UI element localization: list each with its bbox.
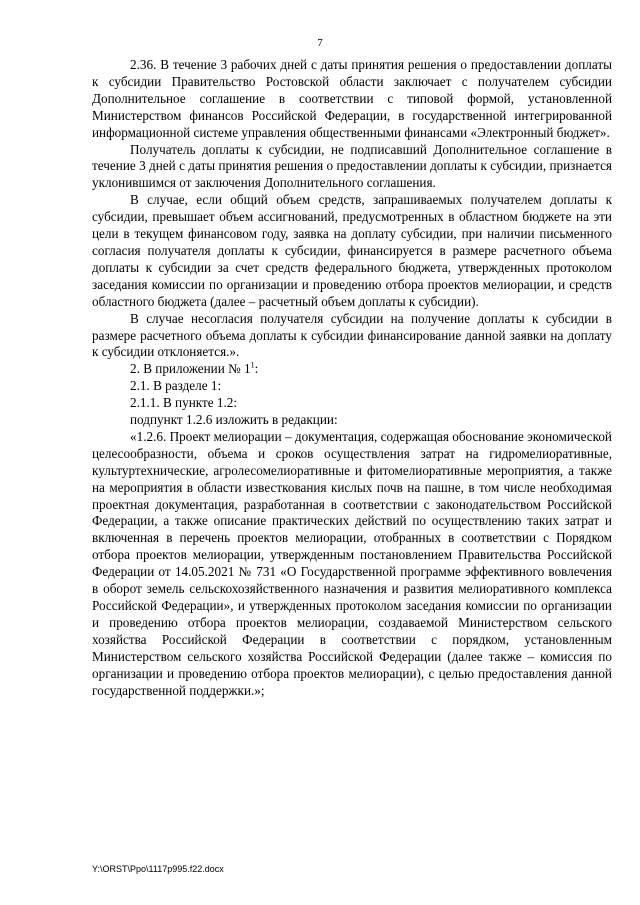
- document-body: [92, 57, 612, 699]
- paragraph-disagreement: В случае несогласия получателя субсидии на получение доплаты к субсидии в размере расчетного объема доплаты к субсидии финансирование данной заявки на доплату к субсидии отклоняется.».: [92, 310, 612, 360]
- appendix-1-text: 2. В приложении № 1: [130, 361, 251, 377]
- paragraph-appendix-1: [92, 361, 612, 378]
- paragraph-subitem-1-2-6: подпункт 1.2.6 изложить в редакции:: [130, 412, 338, 428]
- appendix-1-colon: :: [254, 361, 259, 377]
- page-number: 7: [317, 37, 323, 49]
- paragraph-section-1: 2.1. В разделе 1:: [130, 378, 222, 394]
- paragraph-funding-exceeds: В случае, если общий объем средств, запрашиваемых получателем доплаты к субсидии, превышает объем ассигнований, предусмотренных в областном бюджете на эти цели в текущем финансовом году, заявка на доплату субсидии, при наличии письменного согласия получателя доплаты к субсидии, финансируется в размере расчетного объема доплаты к субсидии за счет средств федерального бюджета, утвержденных протоколом заседания комиссии по организации и проведению отбора проектов мелиорации, и средств областного бюджета (далее – расчетный объем доплаты к субсидии).: [92, 192, 612, 309]
- paragraph-evasion: Получатель доплаты к субсидии, не подписавший Дополнительное соглашение в течение 3 дней с даты принятия решения о предоставлении доплаты к субсидии, признается уклонившимся от заключения Дополнительного соглашения.: [92, 141, 612, 191]
- paragraph-2-36: 2.36. В течение 3 рабочих дней с даты принятия решения о предоставлении доплаты к субсидии Правительство Ростовской области заключает с получателем субсидии Дополнительное соглашение в соответствии с типовой формой, установленной Министерством финансов Российской Федерации, в государственной интегрированной информационной системе управления общественными финансами «Электронный бюджет».: [92, 57, 612, 140]
- paragraph-reclamation-project: «1.2.6. Проект мелиорации – документация, содержащая обоснование экономической целесообразности, объема и сроков осуществления затрат на гидромелиоративные, культуртехнические, агролесомелиоративные и фитомелиоративные мероприятия, а также на мероприятия в области известкования кислых почв на пашне, в том числе необходимая проектная документация, разработанная в соответствии с законодательством Российской Федерации, а также описание практических действий по осуществлению таких затрат и включенная в перечень проектов мелиорации, отобранных в соответствии с Порядком отбора проектов мелиорации, утвержденным постановлением Правительства Российской Федерации от 14.05.2021 № 731 «О Государственной программе эффективного вовлечения в оборот земель сельскохозяйственного назначения и развития мелиоративного комплекса Российской Федерации», и утвержденных протоколом заседания комиссии по организации и проведению отбора проектов мелиорации, создаваемой Министерством сельского хозяйства Российской Федерации в соответствии с порядком, установленным Министерством сельского хозяйства Российской Федерации (далее также – комиссия по организации и проведению отбора проектов мелиорации), с целью предоставления данной государственной поддержки.»;: [92, 428, 612, 698]
- paragraph-item-1-2: 2.1.1. В пункте 1.2:: [130, 395, 238, 411]
- appendix-1-superscript: 1: [250, 360, 255, 370]
- file-path-footer: Y:\ORST\Ppo\1117p995.f22.docx: [92, 864, 224, 874]
